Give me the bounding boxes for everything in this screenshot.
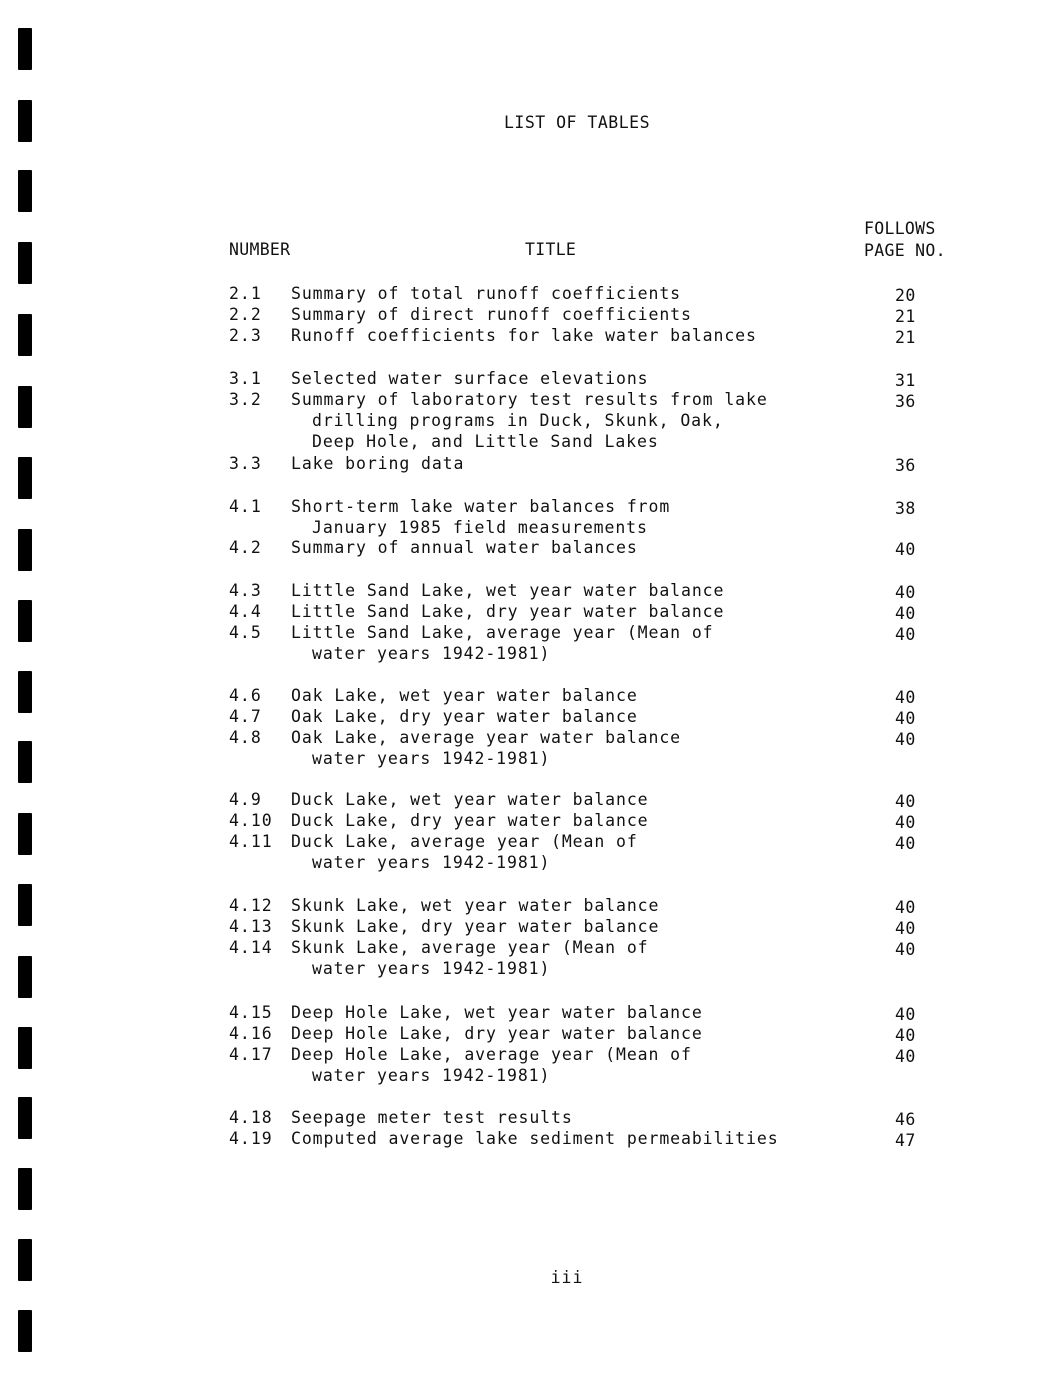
table-title [291,727,831,769]
table-number: 4.2 [229,538,262,557]
table-title-continuation: January 1985 field measurements [312,518,648,537]
page-title: LIST OF TABLES [503,113,651,132]
table-title [291,789,831,810]
table-title [291,1023,831,1044]
table-number: 4.14 [229,938,273,957]
column-header-title: TITLE [525,240,577,259]
table-title-continuation: Deep Hole, and Little Sand Lakes [312,432,659,451]
table-title [291,389,831,452]
page-number: iii [550,1268,584,1287]
table-title-line: Duck Lake, average year (Mean of [291,832,638,851]
table-number: 4.12 [229,896,273,915]
table-title-line: Deep Hole Lake, dry year water balance [291,1024,703,1043]
table-number: 3.3 [229,454,262,473]
table-title-continuation: water years 1942-1981) [312,749,551,768]
follows-page-number: 40 [895,1026,916,1045]
table-title [291,368,831,389]
column-header-page-no: PAGE NO. [864,241,946,260]
table-title-continuation: water years 1942-1981) [312,959,551,978]
table-title-line: Oak Lake, average year water balance [291,728,682,747]
table-number: 4.7 [229,707,262,726]
follows-page-number: 40 [895,583,916,602]
table-number: 4.18 [229,1108,273,1127]
table-title-line: Short-term lake water balances from [291,497,671,516]
table-number: 4.13 [229,917,273,936]
follows-page-number: 38 [895,499,916,518]
column-header-follows: FOLLOWS [864,219,936,238]
table-title-line: Little Sand Lake, dry year water balance [291,602,725,621]
follows-page-number: 40 [895,898,916,917]
table-number: 4.15 [229,1003,273,1022]
table-title-line: Lake boring data [291,454,465,473]
table-title-continuation: water years 1942-1981) [312,853,551,872]
table-title-line: Duck Lake, dry year water balance [291,811,649,830]
table-number: 4.19 [229,1129,273,1148]
table-number: 4.16 [229,1024,273,1043]
table-title [291,706,831,727]
table-number: 3.2 [229,390,262,409]
follows-page-number: 40 [895,1005,916,1024]
table-title [291,601,831,622]
follows-page-number: 21 [895,307,916,326]
table-title [291,1107,831,1128]
table-title-line: Deep Hole Lake, wet year water balance [291,1003,703,1022]
table-title-line: Computed average lake sediment permeabilities [291,1129,779,1148]
table-title [291,831,831,873]
table-title [291,622,831,664]
column-header-number: NUMBER [229,240,291,259]
table-title-line: Little Sand Lake, average year (Mean of [291,623,714,642]
follows-page-number: 21 [895,328,916,347]
follows-page-number: 40 [895,540,916,559]
table-title [291,325,831,346]
table-title [291,810,831,831]
follows-page-number: 40 [895,940,916,959]
table-number: 4.3 [229,581,262,600]
table-title [291,537,831,558]
table-title-line: Summary of total runoff coefficients [291,284,682,303]
table-number: 4.4 [229,602,262,621]
follows-page-number: 40 [895,730,916,749]
follows-page-number: 40 [895,709,916,728]
follows-page-number: 40 [895,625,916,644]
table-title-line: Selected water surface elevations [291,369,649,388]
follows-page-number: 40 [895,688,916,707]
table-number: 2.3 [229,326,262,345]
follows-page-number: 46 [895,1110,916,1129]
table-title [291,580,831,601]
table-title [291,283,831,304]
table-number: 4.1 [229,497,262,516]
table-title-line: Duck Lake, wet year water balance [291,790,649,809]
table-number: 4.8 [229,728,262,747]
table-number: 4.17 [229,1045,273,1064]
table-title [291,685,831,706]
table-title [291,304,831,325]
table-title-line: Summary of laboratory test results from lake [291,390,768,409]
follows-page-number: 40 [895,813,916,832]
table-title-continuation: water years 1942-1981) [312,1066,551,1085]
table-title-line: Deep Hole Lake, average year (Mean of [291,1045,692,1064]
table-number: 4.9 [229,790,262,809]
follows-page-number: 40 [895,1047,916,1066]
table-title [291,1002,831,1023]
table-title-line: Skunk Lake, dry year water balance [291,917,660,936]
table-title [291,496,831,538]
table-number: 3.1 [229,369,262,388]
table-title-line: Little Sand Lake, wet year water balance [291,581,725,600]
follows-page-number: 36 [895,456,916,475]
table-title [291,453,831,474]
follows-page-number: 40 [895,792,916,811]
table-title [291,895,831,916]
table-title-line: Summary of direct runoff coefficients [291,305,692,324]
follows-page-number: 36 [895,392,916,411]
follows-page-number: 40 [895,604,916,623]
table-title-continuation: drilling programs in Duck, Skunk, Oak, [312,411,724,430]
table-title [291,1044,831,1086]
table-title-line: Skunk Lake, average year (Mean of [291,938,649,957]
table-number: 2.1 [229,284,262,303]
table-title-continuation: water years 1942-1981) [312,644,551,663]
table-title-line: Runoff coefficients for lake water balances [291,326,757,345]
follows-page-number: 47 [895,1131,916,1150]
follows-page-number: 40 [895,834,916,853]
table-title-line: Oak Lake, wet year water balance [291,686,638,705]
follows-page-number: 31 [895,371,916,390]
table-number: 2.2 [229,305,262,324]
table-title [291,937,831,979]
table-title [291,1128,831,1149]
table-title-line: Summary of annual water balances [291,538,638,557]
table-number: 4.5 [229,623,262,642]
table-number: 4.11 [229,832,273,851]
follows-page-number: 20 [895,286,916,305]
table-title-line: Oak Lake, dry year water balance [291,707,638,726]
table-number: 4.6 [229,686,262,705]
table-number: 4.10 [229,811,273,830]
table-title [291,916,831,937]
table-title-line: Seepage meter test results [291,1108,573,1127]
follows-page-number: 40 [895,919,916,938]
table-title-line: Skunk Lake, wet year water balance [291,896,660,915]
